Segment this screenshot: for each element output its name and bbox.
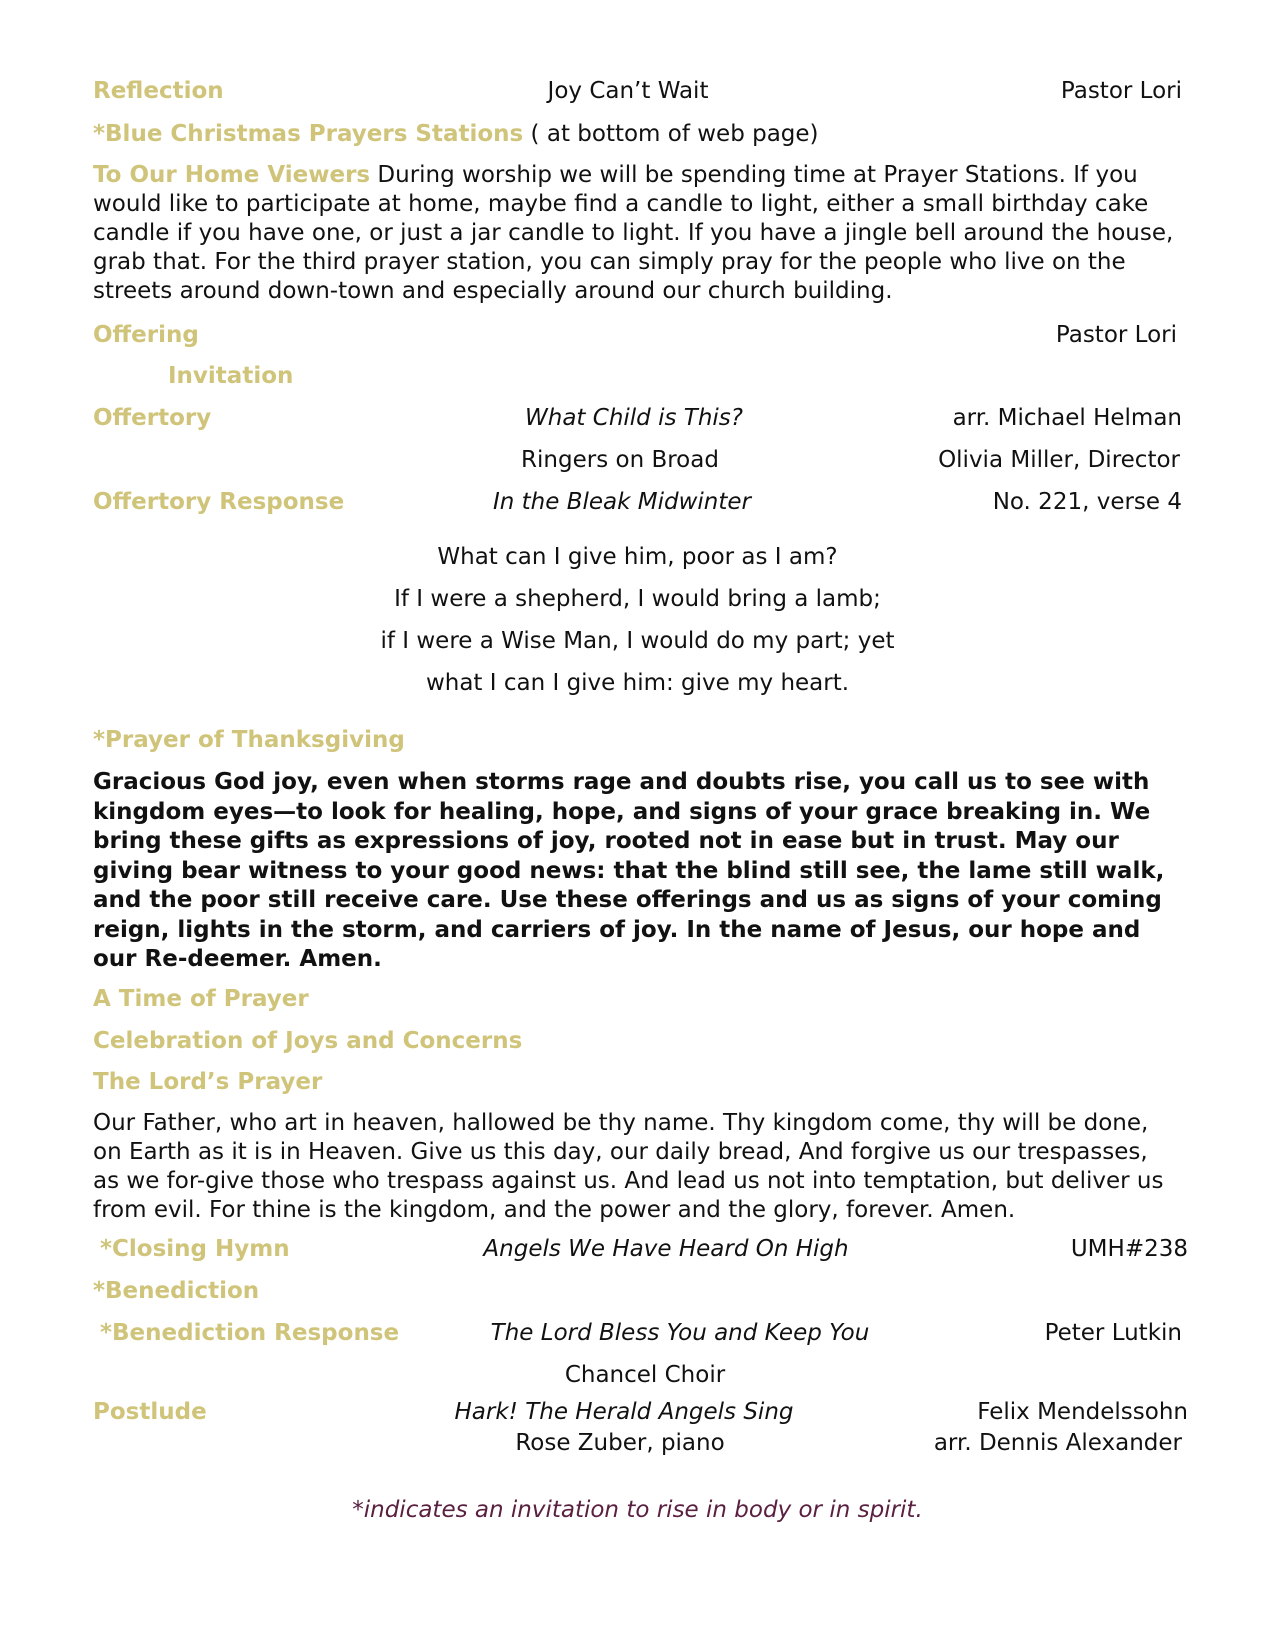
reflection-title: Joy Can’t Wait xyxy=(547,78,709,104)
reflection-leader: Pastor Lori xyxy=(1060,78,1182,104)
postlude-label: Postlude xyxy=(93,1399,207,1425)
closing-hymn-title: Angels We Have Heard On High xyxy=(483,1236,849,1262)
offertory-arranger: arr. Michael Helman xyxy=(952,405,1182,431)
lords-prayer-text: Our Father, who art in heaven, hallowed be thy name. Thy kingdom come, thy will be done, on Earth as it is in Heaven. Give us this day, our daily bread, And forgive us our trespasses, as we for-give those who trespass against us. And lead us not into temptation, but deliver us from evil. For thine is the kingdom, and the power and the glory, forever. Amen. xyxy=(93,1110,1164,1223)
offertory-verse xyxy=(0,536,1275,704)
blue-christmas-note: ( at bottom of web page) xyxy=(523,121,819,147)
offertory-response-hymn: No. 221, verse 4 xyxy=(992,489,1182,515)
offertory-response-title: In the Bleak Midwinter xyxy=(492,489,752,515)
benediction-label: *Benediction xyxy=(93,1278,260,1304)
verse-line: what I can I give him: give my heart. xyxy=(425,670,850,696)
benediction-response-performer: Chancel Choir xyxy=(564,1362,726,1388)
offering-label: Offering xyxy=(93,322,199,348)
home-viewers-text: During worship we will be spending time at Prayer Stations. If you would like to participate at home, maybe find a candle to light, either a small birthday cake candle if you have one, or just a jar candle to light. If you have a jingle bell around the house, grab that. For the third prayer station, you can simply pray for the people who live on the streets around down-town and especially around our church building. xyxy=(93,162,1174,304)
home-viewers-paragraph xyxy=(93,161,1183,306)
postlude-performer: Rose Zuber, piano xyxy=(515,1430,725,1456)
postlude-composer: Felix Mendelssohn xyxy=(977,1399,1188,1425)
invitation-label: Invitation xyxy=(168,363,294,389)
postlude-arranger: arr. Dennis Alexander xyxy=(933,1430,1182,1456)
benediction-response-composer: Peter Lutkin xyxy=(1044,1320,1182,1346)
offertory-response-label: Offertory Response xyxy=(93,489,345,515)
offertory-title: What Child is This? xyxy=(525,405,743,431)
blue-christmas-row xyxy=(93,119,819,149)
closing-hymn-label: *Closing Hymn xyxy=(100,1236,290,1262)
benediction-response-label: *Benediction Response xyxy=(100,1320,400,1346)
lords-prayer-label: The Lord’s Prayer xyxy=(93,1069,323,1095)
postlude-title: Hark! The Herald Angels Sing xyxy=(454,1399,794,1425)
verse-line: if I were a Wise Man, I would do my part; yet xyxy=(380,628,895,654)
reflection-label: Reflection xyxy=(93,78,224,104)
offering-leader: Pastor Lori xyxy=(1055,322,1177,348)
offertory-label: Offertory xyxy=(93,405,212,431)
benediction-response-title: The Lord Bless You and Keep You xyxy=(490,1320,870,1346)
prayer-thanksgiving-label: *Prayer of Thanksgiving xyxy=(93,727,405,753)
joys-concerns-label: Celebration of Joys and Concerns xyxy=(93,1028,523,1054)
closing-hymn-number: UMH#238 xyxy=(1070,1236,1188,1262)
offertory-performer: Ringers on Broad xyxy=(521,447,719,473)
verse-line: If I were a shepherd, I would bring a lamb; xyxy=(394,586,881,612)
footer-note: *indicates an invitation to rise in body or in spirit. xyxy=(352,1497,923,1523)
verse-line: What can I give him, poor as I am? xyxy=(437,544,838,570)
home-viewers-label: To Our Home Viewers xyxy=(93,162,371,188)
offertory-director: Olivia Miller, Director xyxy=(938,447,1180,473)
time-of-prayer-label: A Time of Prayer xyxy=(93,986,309,1012)
prayer-thanksgiving-text: Gracious God joy, even when storms rage and doubts rise, you call us to see with kingdom eyes—to look for healing, hope, and signs of your grace breaking in. We bring these gifts as expressions of joy, rooted not in ease but in trust. May our giving bear witness to your good news: that the blind still see, the lame still walk, and the poor still receive care. Use these offerings and us as signs of your coming reign, lights in the storm, and carriers of joy. In the name of Jesus, our hope and our Re-deemer. Amen. xyxy=(93,769,1165,972)
blue-christmas-label: *Blue Christmas Prayers Stations xyxy=(93,121,524,147)
